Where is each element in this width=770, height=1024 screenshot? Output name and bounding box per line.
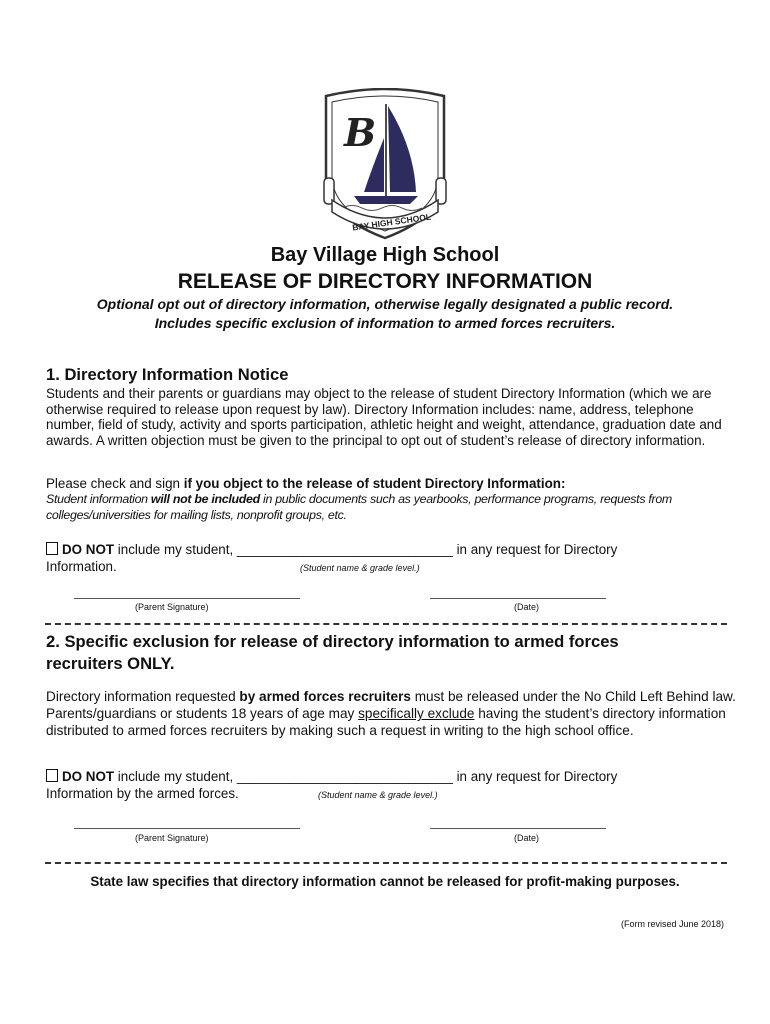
para-text-2: must be released under the No Child Left Behind law. Parents/guardians or students 18 years of age may: [46, 689, 736, 721]
section1-checkbox-row[interactable]: [46, 542, 617, 557]
do-not-label: DO NOT: [62, 769, 115, 784]
section1-date-line[interactable]: [430, 590, 606, 599]
section2-parent-signature-label: (Parent Signature): [135, 833, 209, 843]
section2-student-hint: (Student name & grade level.): [318, 790, 438, 800]
section1-paragraph: Students and their parents or guardians may object to the release of student Directory Information (which we are otherwise required to release upon request by law). Directory Information includes: name, address, telephone number, field of study, activity and sports participation, athletic height and weight, attendance, graduation date and awards. A written objection must be given to the principal to opt out of student’s release of directory information.: [46, 386, 722, 448]
checkbox-text: include my student, _____________________________ in any request for Directory: [114, 542, 618, 557]
section1-heading: 1. Directory Information Notice: [46, 365, 289, 384]
check-intro-text: Please check and sign: [46, 476, 184, 491]
note-bold: will not be included: [150, 492, 260, 506]
section2-checkbox-row[interactable]: [46, 769, 617, 784]
para-text-1: Directory information requested: [46, 689, 240, 704]
section1-exclusion-note: [46, 492, 736, 523]
para-text-3: having the student’s directory information distributed to armed forces recruiters by making such a request in writing to the high school office.: [46, 706, 726, 738]
section1-check-intro: [46, 476, 736, 492]
divider: [45, 623, 727, 625]
section2-heading-line-1: 2. Specific exclusion for release of directory information to armed forces: [46, 632, 619, 651]
note-text-2: in public documents such as yearbooks, performance programs, requests from colleges/universities for mailing lists, nonprofit groups, etc.: [46, 492, 672, 522]
school-name: Bay Village High School: [270, 244, 500, 266]
subtitle-line-1: Optional opt out of directory information, otherwise legally designated a public record.: [96, 296, 674, 312]
section2-parent-signature-line[interactable]: [74, 820, 300, 829]
section1-date-label: (Date): [514, 602, 540, 612]
do-not-label: DO NOT: [62, 542, 115, 557]
form-title: RELEASE OF DIRECTORY INFORMATION: [177, 270, 593, 293]
note-text-1: Student information: [46, 492, 151, 506]
para-underline: specifically exclude: [358, 706, 475, 721]
section2-date-label: (Date): [514, 833, 540, 843]
section1-parent-signature-line[interactable]: [74, 590, 300, 599]
section2-date-line[interactable]: [430, 820, 606, 829]
school-crest-logo: [318, 88, 452, 243]
crest-monogram: B: [344, 110, 377, 155]
divider: [45, 862, 727, 864]
para-bold: by armed forces recruiters: [239, 689, 411, 704]
crest-banner-text: BAY HIGH SCHOOL: [351, 211, 432, 233]
subtitle-line-2: Includes specific exclusion of information to armed forces recruiters.: [154, 315, 616, 331]
state-law-notice: State law specifies that directory information cannot be released for profit-making purposes.: [90, 874, 680, 889]
section1-parent-signature-label: (Parent Signature): [135, 602, 209, 612]
section2-checkbox-line2: Information by the armed forces.: [46, 786, 239, 801]
section1-checkbox-line2: Information.: [46, 559, 117, 574]
section1-student-hint: (Student name & grade level.): [300, 563, 420, 573]
section2-paragraph: [46, 688, 736, 739]
checkbox-icon[interactable]: [46, 769, 58, 782]
checkbox-icon[interactable]: [46, 542, 58, 555]
form-revised-note: (Form revised June 2018): [620, 919, 724, 929]
checkbox-text: include my student, _____________________________ in any request for Directory: [114, 769, 618, 784]
section2-heading-line-2: recruiters ONLY.: [46, 654, 175, 673]
check-intro-bold: if you object to the release of student Directory Information:: [183, 476, 566, 491]
